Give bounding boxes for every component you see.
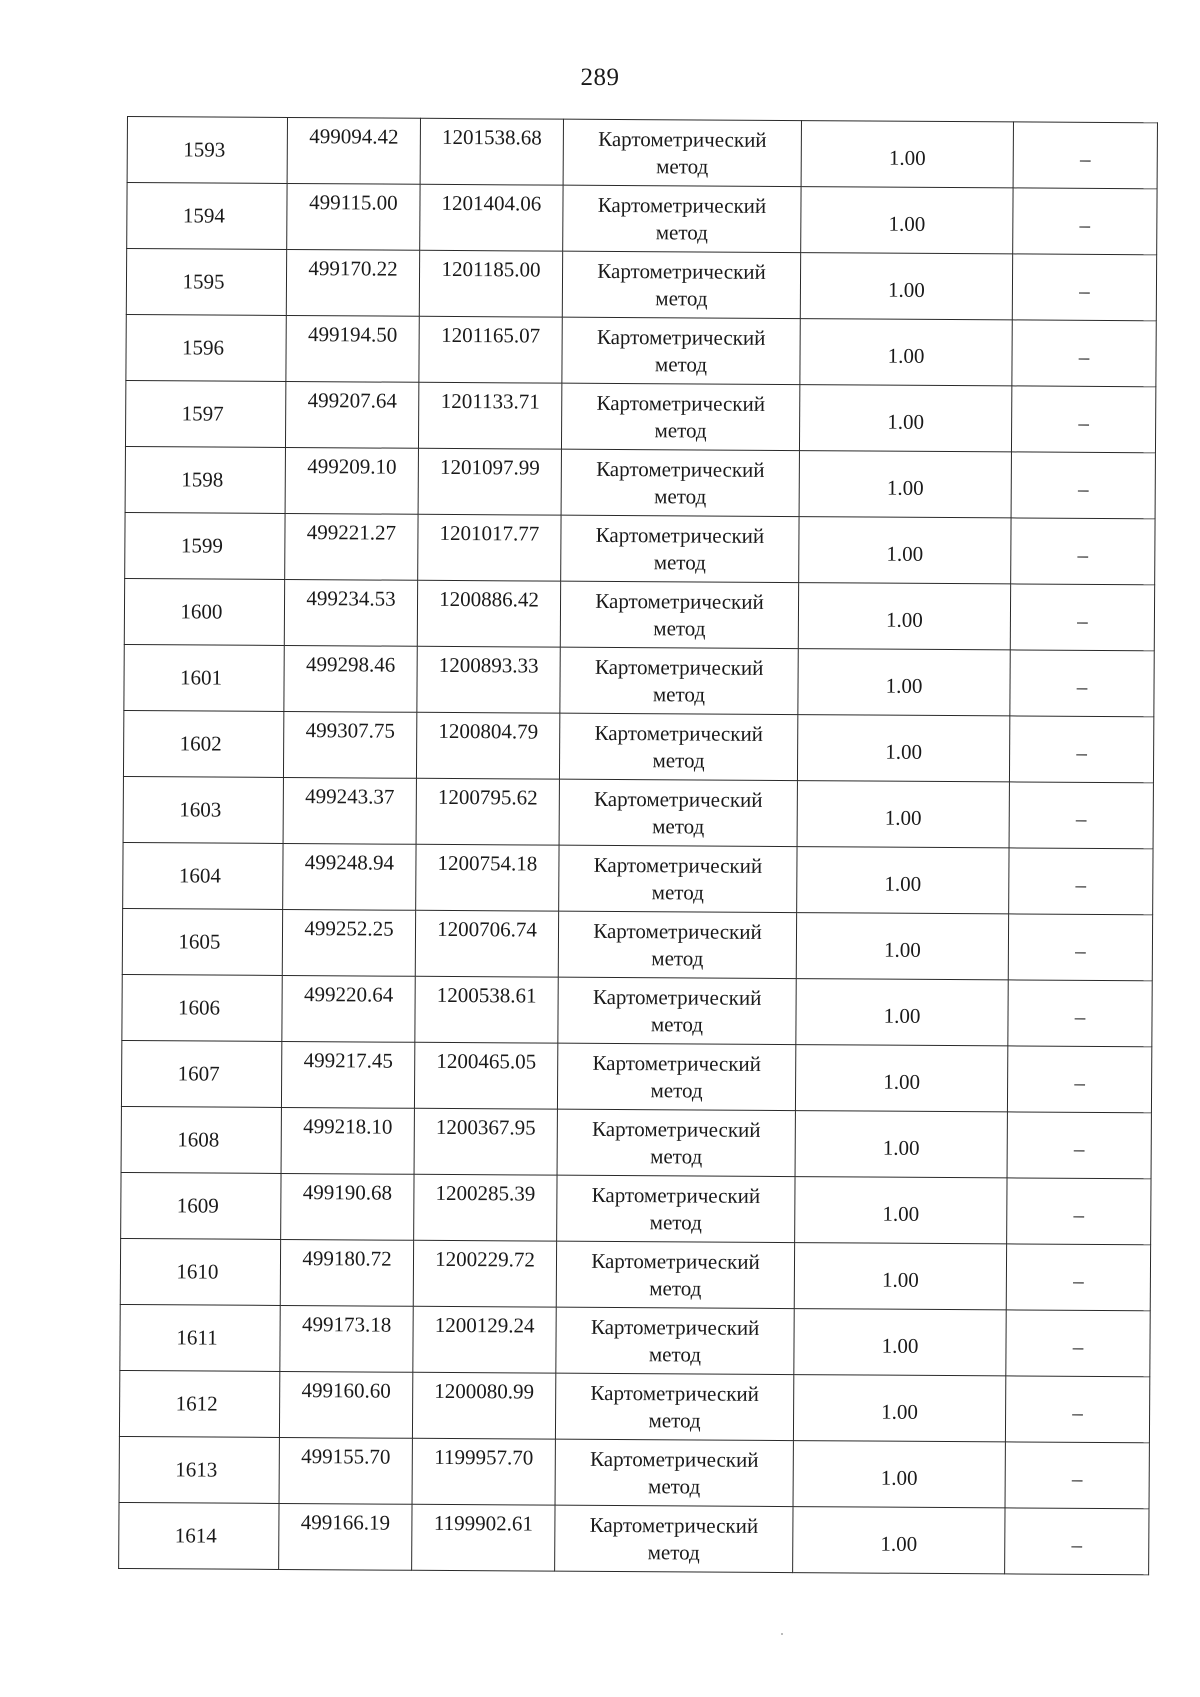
accuracy-cell: 1.00 [799, 385, 1011, 452]
method-line-1: Картометрический [594, 720, 764, 746]
method-line-1: Картометрический [597, 258, 766, 284]
point-number-cell: 1600 [124, 578, 284, 645]
method-line-1: Картометрический [592, 1116, 761, 1142]
method-line-1: Картометрический [595, 522, 765, 548]
accuracy-cell: 1.00 [794, 1243, 1006, 1310]
y-coordinate-cell: 1201165.07 [419, 316, 562, 383]
method-cell [557, 1175, 795, 1242]
x-coordinate-cell: 499207.64 [285, 381, 418, 448]
table-row [123, 710, 1153, 782]
method-line-1: Картометрический [589, 1512, 759, 1538]
method-cell [561, 383, 799, 450]
method-line-1: Картометрический [593, 918, 762, 944]
table-row [120, 1238, 1150, 1310]
y-coordinate-cell: 1201017.77 [418, 514, 561, 581]
method-cell [558, 977, 796, 1044]
method-line-2: метод [652, 813, 705, 839]
x-coordinate-cell: 499166.19 [279, 1503, 412, 1570]
method-line-2: метод [655, 285, 708, 311]
method-cell [560, 647, 798, 714]
method-line-1: Картометрический [594, 786, 763, 812]
method-cell [561, 515, 799, 582]
y-coordinate-cell: 1201097.99 [418, 448, 561, 515]
point-number-cell: 1594 [127, 183, 287, 250]
method-line-2: метод [652, 681, 706, 707]
note-cell: – [1008, 980, 1152, 1047]
note-cell: – [1005, 1442, 1149, 1509]
method-cell [559, 713, 797, 780]
y-coordinate-cell: 1200229.72 [413, 1240, 556, 1307]
table-row [119, 1370, 1149, 1442]
x-coordinate-cell: 499180.72 [280, 1239, 413, 1306]
y-coordinate-cell: 1201538.68 [420, 118, 563, 185]
method-line-2: метод [651, 879, 704, 905]
table-row [119, 1436, 1149, 1508]
note-cell: – [1011, 518, 1155, 585]
y-coordinate-cell: 1200795.62 [416, 778, 559, 845]
x-coordinate-cell: 499220.64 [282, 975, 415, 1042]
method-line-1: Картометрический [590, 1380, 760, 1406]
accuracy-cell: 1.00 [793, 1507, 1005, 1574]
method-line-1: Картометрический [592, 984, 762, 1010]
point-number-cell: 1604 [123, 842, 283, 909]
method-cell [561, 449, 799, 516]
method-line-2: метод [654, 351, 708, 377]
method-line-2: метод [648, 1341, 702, 1367]
point-number-cell: 1613 [119, 1436, 279, 1503]
x-coordinate-cell: 499209.10 [285, 447, 418, 514]
accuracy-cell: 1.00 [797, 781, 1009, 848]
table-row [127, 117, 1157, 189]
method-line-2: метод [649, 1275, 702, 1301]
accuracy-cell: 1.00 [798, 649, 1010, 716]
accuracy-cell: 1.00 [793, 1441, 1005, 1508]
point-number-cell: 1595 [126, 249, 286, 316]
note-cell: – [1012, 254, 1156, 321]
table-body [119, 117, 1158, 1575]
table-row [126, 249, 1156, 321]
point-number-cell: 1599 [125, 512, 285, 579]
table-row [120, 1304, 1150, 1376]
point-number-cell: 1605 [122, 908, 282, 975]
table-row [126, 314, 1156, 386]
method-cell [555, 1373, 793, 1440]
note-cell: – [1005, 1508, 1149, 1575]
accuracy-cell: 1.00 [797, 847, 1009, 914]
method-line-2: метод [650, 1143, 703, 1169]
accuracy-cell: 1.00 [799, 517, 1011, 584]
y-coordinate-cell: 1201133.71 [418, 382, 561, 449]
point-number-cell: 1607 [121, 1040, 281, 1107]
x-coordinate-cell: 499248.94 [283, 843, 416, 910]
x-coordinate-cell: 499094.42 [287, 117, 420, 184]
method-cell [559, 845, 797, 912]
method-line-2: метод [651, 945, 704, 971]
note-cell: – [1005, 1376, 1149, 1443]
point-number-cell: 1602 [123, 710, 283, 777]
y-coordinate-cell: 1200367.95 [414, 1108, 557, 1175]
method-line-1: Картометрический [596, 324, 766, 350]
y-coordinate-cell: 1200080.99 [412, 1372, 555, 1439]
x-coordinate-cell: 499298.46 [284, 645, 417, 712]
x-coordinate-cell: 499243.37 [283, 777, 416, 844]
method-line-2: метод [654, 417, 707, 443]
point-number-cell: 1609 [121, 1172, 281, 1239]
note-cell: – [1011, 386, 1155, 453]
method-cell [560, 581, 798, 648]
table-row [123, 776, 1153, 848]
method-line-1: Картометрический [597, 192, 767, 218]
accuracy-cell: 1.00 [797, 715, 1009, 782]
x-coordinate-cell: 499194.50 [286, 315, 419, 382]
y-coordinate-cell: 1200706.74 [415, 910, 558, 977]
table-row [125, 512, 1155, 584]
note-cell: – [1013, 122, 1157, 189]
method-line-1: Картометрический [592, 1050, 762, 1076]
note-cell: – [1007, 1046, 1151, 1113]
accuracy-cell: 1.00 [793, 1375, 1005, 1442]
accuracy-cell: 1.00 [799, 451, 1011, 518]
accuracy-cell: 1.00 [795, 1045, 1007, 1112]
y-coordinate-cell: 1201185.00 [419, 250, 562, 317]
table-row [123, 842, 1153, 914]
method-line-1: Картометрический [591, 1182, 761, 1208]
scan-speck [781, 1633, 783, 1635]
method-line-1: Картометрический [598, 126, 767, 152]
method-line-1: Картометрический [590, 1446, 759, 1472]
method-cell [555, 1439, 793, 1506]
y-coordinate-cell: 1201404.06 [420, 184, 563, 251]
note-cell: – [1010, 584, 1154, 651]
y-coordinate-cell: 1200893.33 [417, 646, 560, 713]
table-row [122, 974, 1152, 1046]
x-coordinate-cell: 499170.22 [286, 249, 419, 316]
y-coordinate-cell: 1199957.70 [412, 1438, 555, 1505]
x-coordinate-cell: 499115.00 [287, 183, 420, 250]
y-coordinate-cell: 1199902.61 [412, 1504, 555, 1571]
x-coordinate-cell: 499217.45 [281, 1041, 414, 1108]
method-cell [563, 185, 801, 252]
note-cell: – [1009, 782, 1153, 849]
note-cell: – [1011, 452, 1155, 519]
method-line-1: Картометрический [596, 456, 765, 482]
accuracy-cell: 1.00 [800, 253, 1012, 320]
x-coordinate-cell: 499221.27 [285, 513, 418, 580]
table-row [121, 1172, 1151, 1244]
note-cell: – [1007, 1178, 1151, 1245]
note-cell: – [1006, 1244, 1150, 1311]
point-number-cell: 1606 [122, 974, 282, 1041]
method-line-2: метод [650, 1011, 704, 1037]
method-line-1: Картометрический [591, 1248, 760, 1274]
table-row [122, 908, 1152, 980]
coordinates-table [118, 116, 1158, 1575]
method-line-2: метод [647, 1539, 700, 1565]
note-cell: – [1008, 914, 1152, 981]
method-cell [558, 911, 796, 978]
method-cell [555, 1505, 793, 1572]
method-cell [563, 119, 801, 186]
x-coordinate-cell: 499307.75 [283, 711, 416, 778]
table-row [121, 1106, 1151, 1178]
table-row [124, 644, 1154, 716]
method-cell [556, 1307, 794, 1374]
point-number-cell: 1603 [123, 776, 283, 843]
point-number-cell: 1596 [126, 314, 286, 381]
method-cell [559, 779, 797, 846]
table-row [127, 183, 1157, 255]
note-cell: – [1009, 848, 1153, 915]
method-cell [556, 1241, 794, 1308]
accuracy-cell: 1.00 [800, 319, 1012, 386]
point-number-cell: 1598 [125, 446, 285, 513]
point-number-cell: 1611 [120, 1304, 280, 1371]
y-coordinate-cell: 1200465.05 [414, 1042, 557, 1109]
y-coordinate-cell: 1200285.39 [414, 1174, 557, 1241]
method-line-1: Картометрический [596, 390, 766, 416]
point-number-cell: 1612 [119, 1370, 279, 1437]
y-coordinate-cell: 1200129.24 [413, 1306, 556, 1373]
table-row [125, 380, 1155, 452]
x-coordinate-cell: 499218.10 [281, 1107, 414, 1174]
accuracy-cell: 1.00 [801, 121, 1013, 188]
point-number-cell: 1597 [125, 380, 285, 447]
point-number-cell: 1610 [120, 1238, 280, 1305]
method-line-2: метод [656, 153, 709, 179]
x-coordinate-cell: 499190.68 [281, 1173, 414, 1240]
method-line-2: метод [649, 1209, 702, 1235]
method-line-1: Картометрический [593, 852, 763, 878]
x-coordinate-cell: 499234.53 [284, 579, 417, 646]
method-line-2: метод [653, 615, 706, 641]
method-line-2: метод [652, 747, 705, 773]
point-number-cell: 1601 [124, 644, 284, 711]
method-line-1: Картометрический [595, 588, 764, 614]
accuracy-cell: 1.00 [796, 913, 1008, 980]
note-cell: – [1006, 1310, 1150, 1377]
page-number: 289 [580, 64, 620, 91]
y-coordinate-cell: 1200886.42 [417, 580, 560, 647]
note-cell: – [1010, 650, 1154, 717]
point-number-cell: 1593 [127, 117, 287, 184]
accuracy-cell: 1.00 [794, 1309, 1006, 1376]
table-row [125, 446, 1155, 518]
note-cell: – [1007, 1112, 1151, 1179]
note-cell: – [1012, 320, 1156, 387]
y-coordinate-cell: 1200804.79 [416, 712, 559, 779]
y-coordinate-cell: 1200538.61 [415, 976, 558, 1043]
method-cell [557, 1109, 795, 1176]
table-row [124, 578, 1154, 650]
method-cell [557, 1043, 795, 1110]
method-cell [562, 251, 800, 318]
accuracy-cell: 1.00 [795, 1111, 1007, 1178]
method-line-2: метод [655, 219, 708, 245]
y-coordinate-cell: 1200754.18 [416, 844, 559, 911]
accuracy-cell: 1.00 [798, 583, 1010, 650]
note-cell: – [1009, 716, 1153, 783]
method-line-2: метод [648, 1407, 701, 1433]
accuracy-cell: 1.00 [796, 979, 1008, 1046]
method-line-1: Картометрический [590, 1314, 760, 1340]
x-coordinate-cell: 499173.18 [280, 1305, 413, 1372]
method-line-2: метод [653, 549, 706, 575]
x-coordinate-cell: 499155.70 [279, 1437, 412, 1504]
x-coordinate-cell: 499252.25 [282, 909, 415, 976]
method-line-2: метод [654, 483, 707, 509]
point-number-cell: 1608 [121, 1106, 281, 1173]
method-line-2: метод [650, 1077, 703, 1103]
method-line-2: метод [648, 1473, 701, 1499]
method-cell [562, 317, 800, 384]
note-cell: – [1013, 188, 1157, 255]
method-line-1: Картометрический [594, 654, 764, 680]
table-row [119, 1502, 1149, 1574]
accuracy-cell: 1.00 [795, 1177, 1007, 1244]
x-coordinate-cell: 499160.60 [279, 1371, 412, 1438]
accuracy-cell: 1.00 [801, 187, 1013, 254]
table-row [121, 1040, 1151, 1112]
point-number-cell: 1614 [119, 1502, 279, 1569]
